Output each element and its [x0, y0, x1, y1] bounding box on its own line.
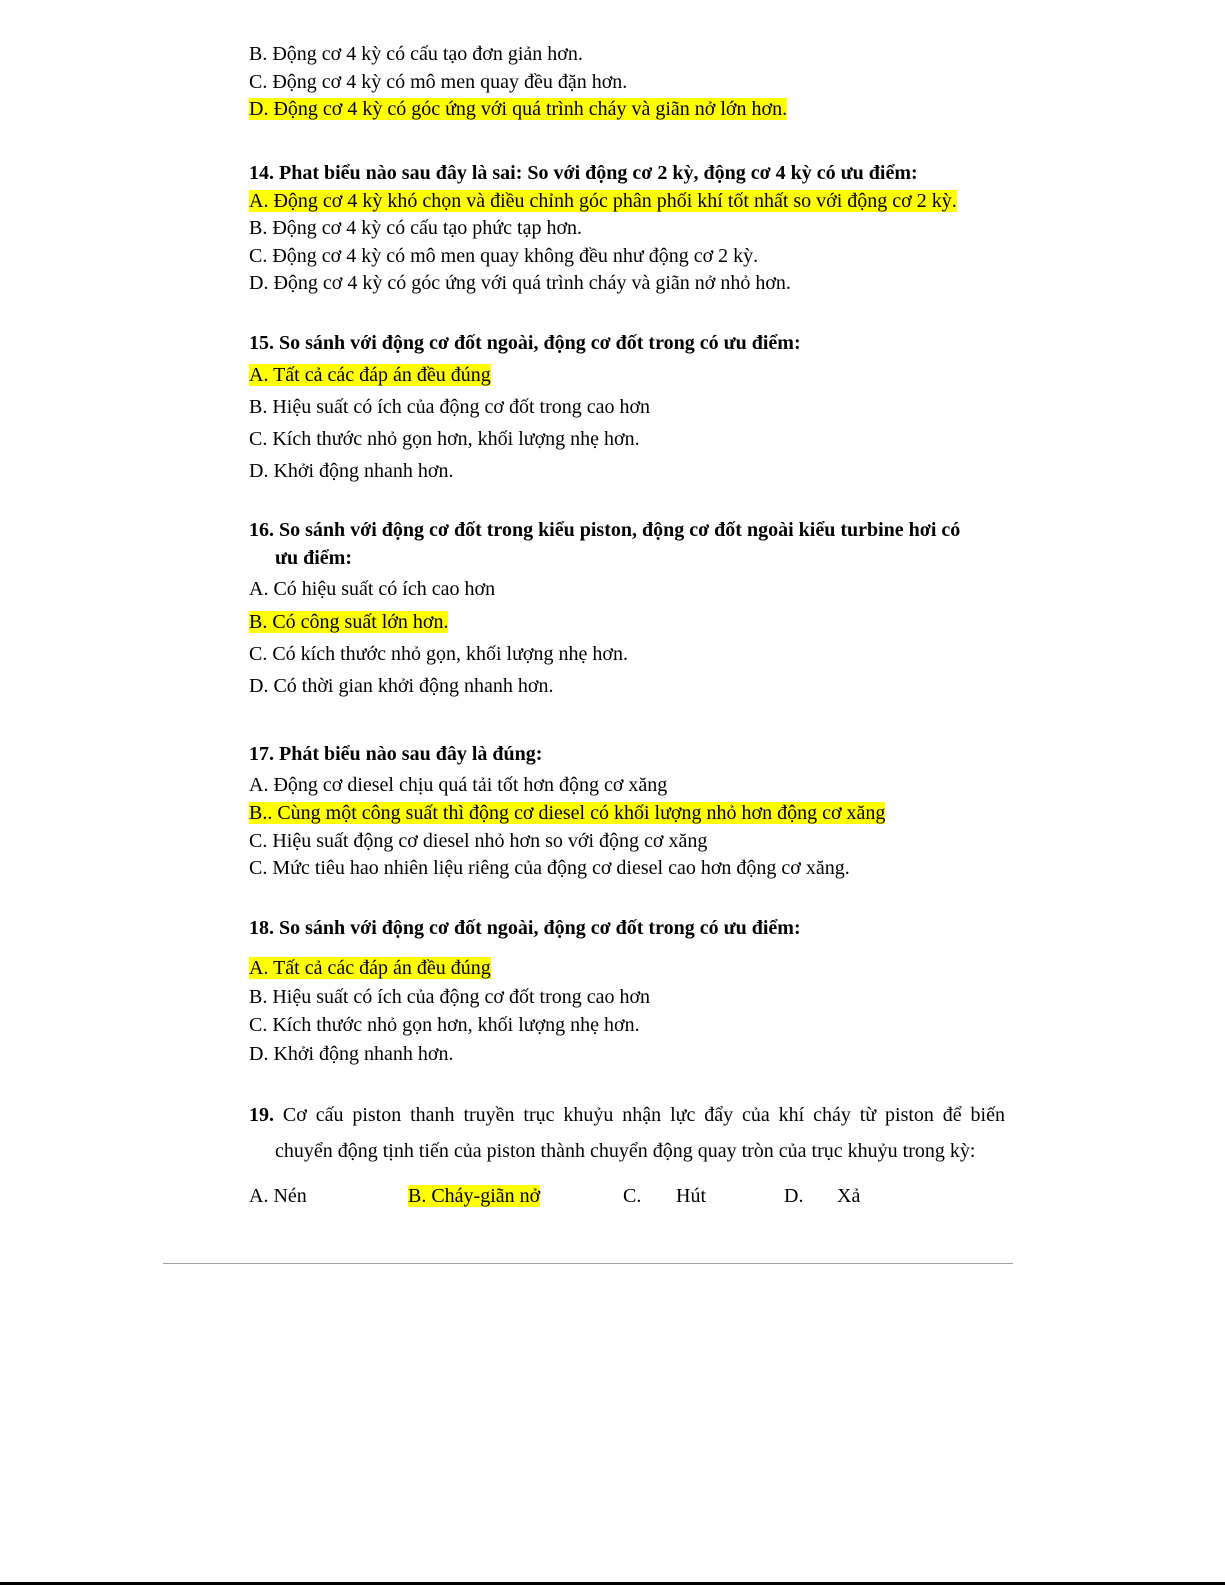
q19-option-c-letter: C. — [623, 1185, 642, 1207]
q13-option-d-highlighted: D. Động cơ 4 kỳ có góc ứng với quá trình cháy và giãn nở lớn hơn. — [249, 98, 788, 120]
q16-option-b-highlighted: B. Có công suất lớn hơn. — [249, 611, 449, 633]
footer-separator — [163, 1263, 1013, 1264]
q19-option-d-letter: D. — [784, 1185, 804, 1207]
q19-question-line2: chuyển động tịnh tiến của piston thành chuyển động quay tròn của trục khuỷu trong kỳ: — [275, 1140, 976, 1162]
q16-option-d: D. Có thời gian khởi động nhanh hơn. — [249, 675, 554, 697]
q16-option-a: A. Có hiệu suất có ích cao hơn — [249, 578, 496, 600]
q16-option-c: C. Có kích thước nhỏ gọn, khối lượng nhẹ hơn. — [249, 643, 628, 665]
q19-question-line1-row — [249, 1103, 1005, 1127]
q17-question: 17. Phát biểu nào sau đây là đúng: — [249, 743, 543, 765]
q17-option-b-row — [249, 801, 885, 825]
q17-option-a: A. Động cơ diesel chịu quá tải tốt hơn động cơ xăng — [249, 774, 668, 796]
q14-option-a-row — [249, 189, 957, 213]
q15-option-a-row — [249, 363, 491, 387]
q14-question: 14. Phat biểu nào sau đây là sai: So với động cơ 2 kỳ, động cơ 4 kỳ có ưu điểm: — [249, 162, 918, 184]
q19-number: 19. — [249, 1104, 274, 1126]
q15-option-d: D. Khởi động nhanh hơn. — [249, 460, 454, 482]
q17-option-b-highlighted: B.. Cùng một công suất thì động cơ diesel có khối lượng nhỏ hơn động cơ xăng — [249, 802, 886, 824]
q15-option-b: B. Hiệu suất có ích của động cơ đốt trong cao hơn — [249, 396, 651, 418]
q15-option-a-highlighted: A. Tất cả các đáp án đều đúng — [249, 364, 491, 386]
q19-option-b-row — [408, 1184, 540, 1208]
q13-option-d-row — [249, 97, 787, 121]
q18-option-c: C. Kích thước nhỏ gọn hơn, khối lượng nhẹ hơn. — [249, 1014, 640, 1036]
q18-question: 18. So sánh với động cơ đốt ngoài, động cơ đốt trong có ưu điểm: — [249, 917, 801, 939]
q17-option-d: C. Mức tiêu hao nhiên liệu riêng của động cơ diesel cao hơn động cơ xăng. — [249, 857, 850, 879]
q15-option-c: C. Kích thước nhỏ gọn hơn, khối lượng nhẹ hơn. — [249, 428, 640, 450]
q18-option-a-highlighted: A. Tất cả các đáp án đều đúng — [249, 957, 491, 979]
q16-question-line1: 16. So sánh với động cơ đốt trong kiểu piston, động cơ đốt ngoài kiểu turbine hơi có — [249, 519, 961, 541]
q13-option-b: B. Động cơ 4 kỳ có cấu tạo đơn giản hơn. — [249, 43, 583, 65]
q16-option-b-row — [249, 610, 448, 634]
q18-option-d: D. Khởi động nhanh hơn. — [249, 1043, 454, 1065]
q19-question-line1: Cơ cấu piston thanh truyền trục khuỷu nhận lực đẩy của khí cháy từ piston để biến — [282, 1104, 1005, 1126]
q17-option-c: C. Hiệu suất động cơ diesel nhỏ hơn so với động cơ xăng — [249, 830, 708, 852]
q13-option-c: C. Động cơ 4 kỳ có mô men quay đều đặn hơn. — [249, 71, 628, 93]
q14-option-b: B. Động cơ 4 kỳ có cấu tạo phức tạp hơn. — [249, 217, 583, 239]
q19-option-d-text: Xả — [837, 1185, 861, 1207]
q14-option-d: D. Động cơ 4 kỳ có góc ứng với quá trình cháy và giãn nở nhỏ hơn. — [249, 272, 791, 294]
q14-option-c: C. Động cơ 4 kỳ có mô men quay không đều như động cơ 2 kỳ. — [249, 245, 759, 267]
q19-option-a: A. Nén — [249, 1185, 307, 1207]
q19-option-b-highlighted: B. Cháy-giãn nở — [408, 1185, 541, 1207]
q18-option-a-row — [249, 956, 491, 980]
q18-option-b: B. Hiệu suất có ích của động cơ đốt trong cao hơn — [249, 986, 651, 1008]
q16-question-line2: ưu điểm: — [275, 547, 353, 569]
q19-option-c-text: Hút — [676, 1185, 706, 1207]
q14-option-a-highlighted: A. Động cơ 4 kỳ khó chọn và điều chỉnh góc phân phối khí tốt nhất so với động cơ 2 kỳ. — [249, 190, 957, 212]
q15-question: 15. So sánh với động cơ đốt ngoài, động cơ đốt trong có ưu điểm: — [249, 332, 801, 354]
